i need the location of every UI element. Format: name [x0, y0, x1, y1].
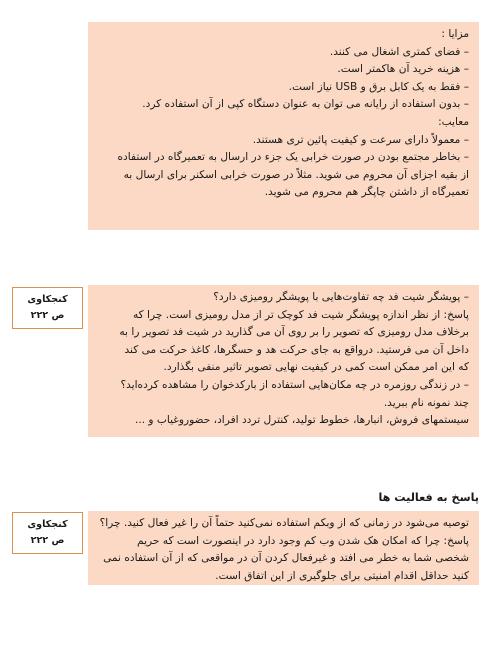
text-line: – در زندگی روزمره در چه مکان‌هایی استفاده از بارکدخوان را مشاهده کرده‌اید؟ — [120, 378, 469, 391]
text-line: – بخاطر مجتمع بودن در صورت خرابی یک جزء در ارسال به تعمیرگاه در استفاده — [117, 151, 469, 164]
text-line: – هزینه خرید آن هاکمتر است. — [337, 63, 469, 76]
curiosity-label — [12, 512, 83, 554]
curiosity-title: کنجکاوی — [27, 519, 68, 530]
text-line: شخصی شما به خطر می افتد و غیرفعال کردن آن در مواقعی که از آن استفاده نمی — [103, 552, 469, 565]
text-line: – معمولاً دارای سرعت و کیفیت پائین تری هستند. — [252, 133, 469, 146]
text-line: چند نمونه نام ببرید. — [383, 396, 469, 409]
text-line: معایب: — [438, 115, 469, 128]
text-line: که این امر ممکن است کمی در کیفیت نهایی تصویر تاثیر منفی بگذارد. — [163, 361, 469, 374]
text-line: مزایا : — [441, 28, 469, 40]
text-line: کنید حداقل اقدام امنیتی برای جلوگیری از این اتفاق است. — [215, 569, 469, 582]
text-line: برخلاف مدل رومیزی که تصویر را بر روی آن می گذارید در شیت فد تصویر را به — [119, 326, 469, 339]
text-line: – بدون استفاده از رایانه می توان به عنوان دستگاه کپی از آن استفاده کرد. — [142, 98, 469, 111]
text-line: تعمیرگاه از داشتن چاپگر هم محروم می شوید. — [264, 186, 469, 199]
text-line: – پویشگر شیت فد چه تفاوت‌هایی با پویشگر رومیزی دارد؟ — [213, 291, 469, 303]
text-line: توصیه می‌شود در زمانی که از وبکم استفاده نمی‌کنید حتماً آن را غیر فعال کنید. چرا؟ — [99, 517, 469, 529]
text-line: پاسخ: از نظر اندازه پویشگر شیت فد کوچک تر از مدل رومیزی است. چرا که — [132, 308, 469, 321]
curiosity-page: ص ۲۲۲ — [30, 310, 65, 321]
section-heading: پاسخ به فعالیت ها — [378, 491, 479, 504]
text-line: – فضای کمتری اشغال می کنند. — [329, 45, 469, 58]
scanner-question-box — [88, 285, 479, 437]
text-line: – فقط به یک کابل برق و USB نیاز است. — [288, 80, 469, 93]
webcam-question-box — [88, 511, 479, 585]
text-line: پاسخ: چرا که امکان هک شدن وب کم وجود دارد در اینصورت است که حریم — [137, 534, 469, 547]
curiosity-title: کنجکاوی — [27, 294, 68, 305]
text-line: داخل آن می فرستید. درواقع به جای حرکت هد و حسگرها، کاغذ حرکت می کند — [124, 343, 469, 356]
curiosity-label — [12, 287, 83, 329]
text-line: از بقیه اجزای آن محروم می شوید. مثلاً در صورت خرابی اسکنر برای ارسال به — [123, 168, 469, 181]
advantages-disadvantages-box — [88, 22, 479, 230]
text-line: سیستمهای فروش، انبارها، خطوط تولید، کنترل تردد افراد، حضوروغیاب و ... — [134, 414, 469, 427]
curiosity-page: ص ۲۲۲ — [30, 535, 65, 546]
